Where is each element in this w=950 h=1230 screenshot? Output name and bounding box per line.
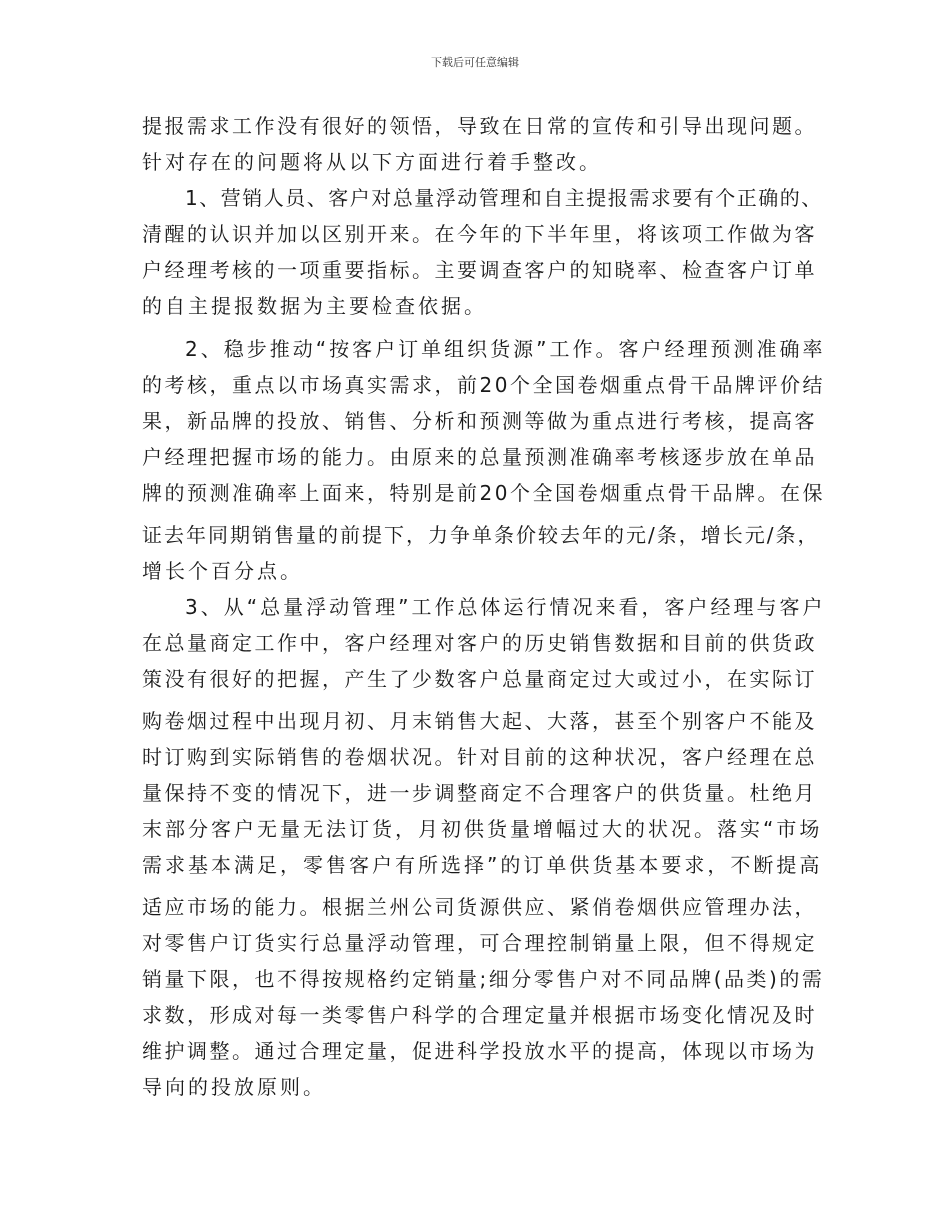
text-line: 证去年同期销售量的前提下，力争单条价较去年的元/条，增长元/条， xyxy=(142,523,820,547)
text-line: 导向的投放原则。 xyxy=(142,1075,326,1099)
text-line: 牌的预测准确率上面来，特别是前20个全国卷烟重点骨干品牌。在保 xyxy=(142,481,825,505)
paragraph-3-start: 3、从“总量浮动管理”工作总体运行情况来看，客户经理与客户 xyxy=(185,595,826,619)
text-line: 适应市场的能力。根据兰州公司货源供应、紧俏卷烟供应管理办法， xyxy=(142,895,817,919)
text-line: 策没有很好的把握，产生了少数客户总量商定过大或过小，在实际订 xyxy=(142,667,817,691)
text-line: 求数，形成对每一类零售户科学的合理定量并根据市场变化情况及时 xyxy=(142,1003,817,1027)
text-line: 在总量商定工作中，客户经理对客户的历史销售数据和目前的供货政 xyxy=(142,631,817,655)
paragraph-2-start: 2、稳步推动“按客户订单组织货源”工作。客户经理预测准确率 xyxy=(185,337,826,361)
text-line: 需求基本满足，零售客户有所选择”的订单供货基本要求，不断提高 xyxy=(142,853,823,877)
paragraph-1-start: 1、营销人员、客户对总量浮动管理和自主提报需求要有个正确的、 xyxy=(185,186,823,210)
page-header: 下载后可任意编辑 xyxy=(431,56,519,69)
text-line: 户经理把握市场的能力。由原来的总量预测准确率考核逐步放在单品 xyxy=(142,445,817,469)
text-line: 清醒的认识并加以区别开来。在今年的下半年里，将该项工作做为客 xyxy=(142,222,817,246)
text-line: 户经理考核的一项重要指标。主要调查客户的知晓率、检查客户订单 xyxy=(142,258,817,282)
text-line: 增长个百分点。 xyxy=(142,559,303,583)
text-line: 对零售户订货实行总量浮动管理，可合理控制销量上限，但不得规定 xyxy=(142,931,817,955)
text-line: 销量下限，也不得按规格约定销量;细分零售户对不同品牌(品类)的需 xyxy=(142,967,825,991)
text-line: 的考核，重点以市场真实需求，前20个全国卷烟重点骨干品牌评价结 xyxy=(142,373,825,397)
text-line: 果，新品牌的投放、销售、分析和预测等做为重点进行考核，提高客 xyxy=(142,409,817,433)
text-line: 维护调整。通过合理定量，促进科学投放水平的提高，体现以市场为 xyxy=(142,1039,817,1063)
text-line: 提报需求工作没有很好的领悟，导致在日常的宣传和引导出现问题。 xyxy=(142,114,817,138)
text-line: 末部分客户无量无法订货，月初供货量增幅过大的状况。落实“市场 xyxy=(142,817,823,841)
text-line: 量保持不变的情况下，进一步调整商定不合理客户的供货量。杜绝月 xyxy=(142,781,817,805)
text-line: 购卷烟过程中出现月初、月末销售大起、大落，甚至个别客户不能及 xyxy=(142,709,817,733)
text-line: 针对存在的问题将从以下方面进行着手整改。 xyxy=(142,150,602,174)
text-line: 时订购到实际销售的卷烟状况。针对目前的这种状况，客户经理在总 xyxy=(142,745,817,769)
text-line: 的自主提报数据为主要检查依据。 xyxy=(142,294,487,318)
